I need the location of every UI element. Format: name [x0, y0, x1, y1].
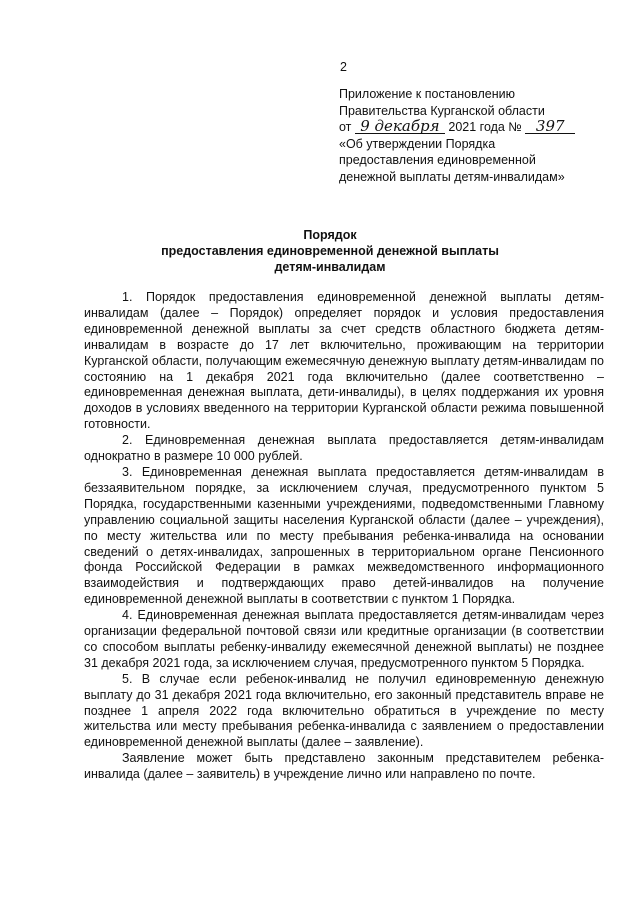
appendix-line-6: денежной выплаты детям-инвалидам» [339, 169, 565, 184]
date-mid: 2021 года № [448, 120, 522, 134]
appendix-date-line [339, 119, 599, 136]
appendix-line-5: предоставления единовременной [339, 153, 536, 167]
document-title [120, 227, 540, 275]
title-line-2: предоставления единовременной денежной выплаты [161, 244, 499, 258]
title-line-1: Порядок [303, 228, 357, 242]
paragraph-5: 5. В случае если ребенок-инвалид не получил единовременную денежную выплату до 31 декабря 2021 года включительно, его законный представитель вправе не позднее 1 апреля 2022 года включительно обратиться в учреждение по месту жительства или месту пребывания ребенка-инвалида с заявлением о предоставлении единовременной денежной выплаты (далее – заявление). [84, 671, 604, 750]
appendix-line-2: Правительства Курганской области [339, 103, 545, 118]
document-body [84, 290, 604, 783]
date-prefix: от [339, 120, 352, 134]
paragraph-6: Заявление может быть представлено законным представителем ребенка-инвалида (далее – заявитель) в учреждение лично или направлено по почте. [84, 751, 604, 782]
page-number: 2 [340, 60, 347, 74]
appendix-line-4: «Об утверждении Порядка [339, 136, 496, 151]
appendix-line-1: Приложение к постановлению [339, 87, 515, 101]
paragraph-2: 2. Единовременная денежная выплата предоставляется детям-инвалидам однократно в размере 10 000 рублей. [84, 433, 604, 464]
paragraph-4: 4. Единовременная денежная выплата предоставляется детям-инвалидам через организации федеральной почтовой связи или кредитные организации (в соответствии со способом выплаты ребенку-инвалиду ежемесячной денежной выплаты) не позднее 31 декабря 2021 года, за исключением случая, предусмотренного пунктом 5 Порядка. [84, 608, 604, 670]
title-line-3: детям-инвалидам [274, 260, 386, 274]
appendix-header [339, 86, 599, 185]
paragraph-3: 3. Единовременная денежная выплата предоставляется детям-инвалидам в беззаявительном порядке, за исключением случая, предусмотренного пунктом 5 Порядка, государственными казенными учреждениями, подведомственными Главному управлению социальной защиты населения Курганской области (далее – учреждения), по месту жительства или по месту пребывания ребенка-инвалида на основании сведений о детях-инвалидах, запрошенных в территориальном органе Пенсионного фонда Российской Федерации в рамках межведомственного информационного взаимодействия и подтверждающих право детей-инвалидов на получение единовременной денежной выплаты в соответствии с пунктом 1 Порядка. [84, 464, 604, 607]
handwritten-date: 9 декабря [355, 120, 445, 134]
handwritten-number: 397 [525, 120, 575, 134]
paragraph-1: 1. Порядок предоставления единовременной денежной выплаты детям-инвалидам (далее – Порядок) определяет порядок и условия предоставления единовременной денежной выплаты за счет средств областного бюджета детям-инвалидам в возрасте до 17 лет включительно, проживающим на территории Курганской области, получающим ежемесячную денежную выплату детям-инвалидам по состоянию на 1 декабря 2021 года включительно (далее соответственно – единовременная денежная выплата, дети-инвалиды), в целях поддержания их уровня доходов в условиях введенного на территории Курганской области режима повышенной готовности. [84, 290, 604, 432]
